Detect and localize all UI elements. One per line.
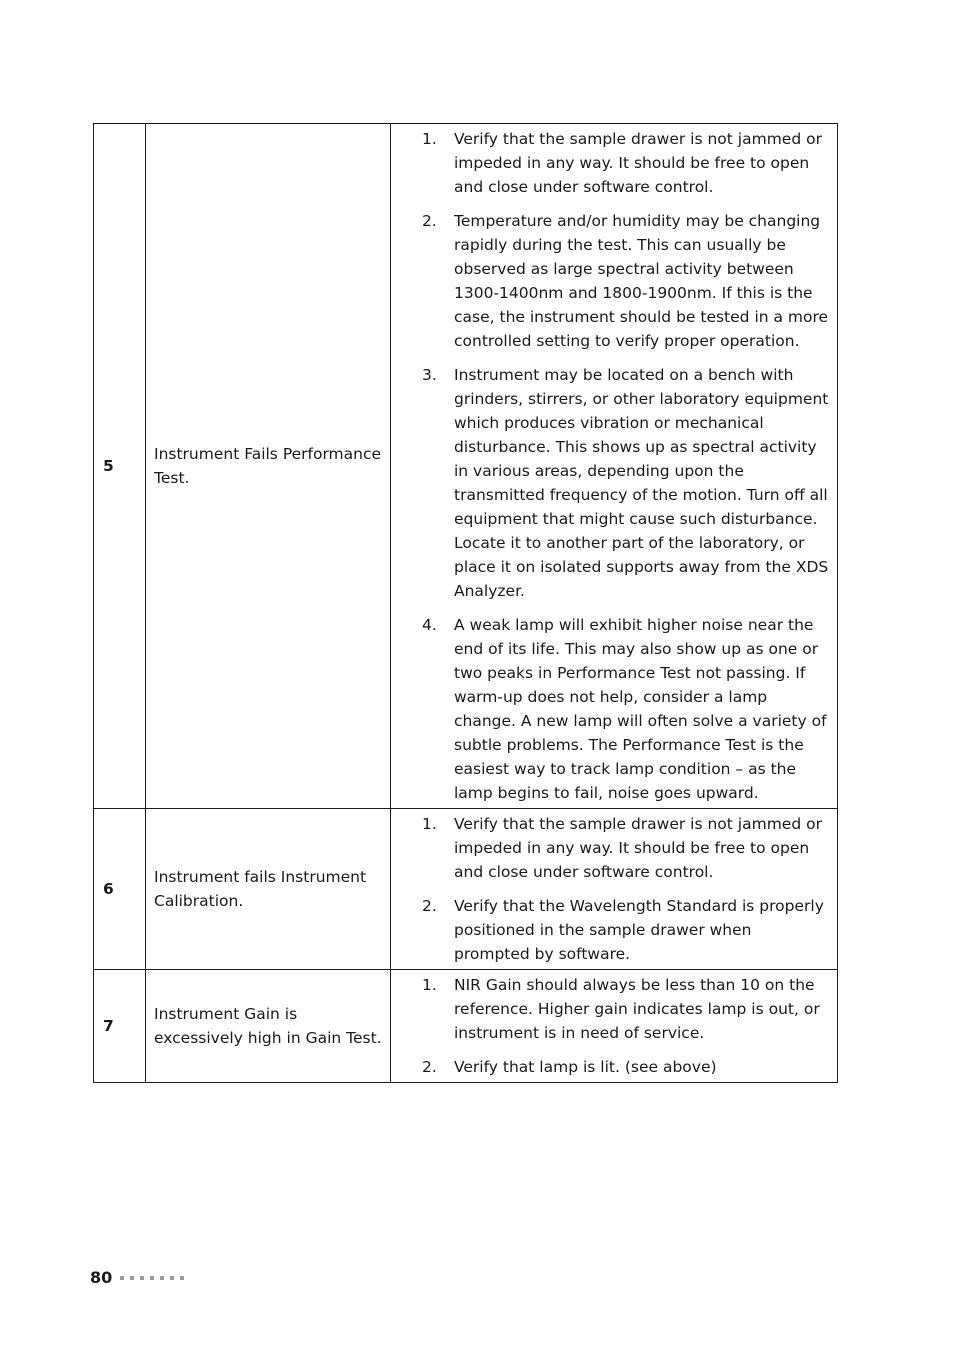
step-text: Verify that the Wavelength Standard is properly positioned in the sample drawer when prompted by software. bbox=[454, 897, 824, 963]
table-row bbox=[94, 809, 838, 970]
troubleshooting-table bbox=[93, 123, 838, 1083]
list-marker: 4. bbox=[422, 616, 437, 634]
solution-list bbox=[391, 127, 829, 805]
list-item bbox=[391, 209, 829, 353]
list-item bbox=[391, 973, 829, 1045]
list-item bbox=[391, 363, 829, 603]
step-text: Instrument may be located on a bench with grinders, stirrers, or other laboratory equipment which produces vibration or mechanical disturbance. This shows up as spectral activity in various areas, depending upon the transmitted frequency of the motion. Turn off all equipment that might cause such disturbance. Locate it to another part of the laboratory, or place it on isolated supports away from the XDS Analyzer. bbox=[454, 366, 829, 600]
row-number: 7 bbox=[94, 970, 146, 1083]
list-item bbox=[391, 1055, 829, 1079]
list-marker: 2. bbox=[422, 212, 437, 230]
row-number: 5 bbox=[94, 124, 146, 809]
list-marker: 1. bbox=[422, 815, 437, 833]
list-marker: 2. bbox=[422, 1058, 437, 1076]
list-item bbox=[391, 894, 829, 966]
solution-list bbox=[391, 973, 829, 1079]
solution-cell bbox=[391, 809, 838, 970]
problem-cell: Instrument Fails Performance Test. bbox=[146, 124, 391, 809]
footer-dot bbox=[180, 1276, 184, 1280]
list-marker: 1. bbox=[422, 976, 437, 994]
footer-dot bbox=[150, 1276, 154, 1280]
footer-dot bbox=[160, 1276, 164, 1280]
step-text: Verify that lamp is lit. (see above) bbox=[454, 1058, 717, 1076]
problem-cell: Instrument Gain is excessively high in Gain Test. bbox=[146, 970, 391, 1083]
page-number: 80 bbox=[90, 1268, 113, 1287]
footer-dot bbox=[120, 1276, 124, 1280]
list-marker: 1. bbox=[422, 130, 437, 148]
step-text: A weak lamp will exhibit higher noise near the end of its life. This may also show up as one or two peaks in Performance Test not passing. If warm-up does not help, consider a lamp change. A new lamp will often solve a variety of subtle problems. The Performance Test is the easiest way to track lamp condition – as the lamp begins to fail, noise goes upward. bbox=[454, 616, 827, 802]
list-marker: 2. bbox=[422, 897, 437, 915]
list-item bbox=[391, 812, 829, 884]
solution-cell bbox=[391, 970, 838, 1083]
page-footer bbox=[90, 1268, 190, 1287]
footer-dot bbox=[140, 1276, 144, 1280]
list-item bbox=[391, 127, 829, 199]
list-item bbox=[391, 613, 829, 805]
footer-dot bbox=[170, 1276, 174, 1280]
solution-list bbox=[391, 812, 829, 966]
table-row bbox=[94, 124, 838, 809]
row-number: 6 bbox=[94, 809, 146, 970]
step-text: Verify that the sample drawer is not jammed or impeded in any way. It should be free to open and close under software control. bbox=[454, 130, 822, 196]
step-text: NIR Gain should always be less than 10 on the reference. Higher gain indicates lamp is out, or instrument is in need of service. bbox=[454, 976, 820, 1042]
table-row bbox=[94, 970, 838, 1083]
footer-dots bbox=[120, 1276, 190, 1280]
footer-dot bbox=[130, 1276, 134, 1280]
step-text: Temperature and/or humidity may be changing rapidly during the test. This can usually be observed as large spectral activity between 1300-1400nm and 1800-1900nm. If this is the case, the instrument should be tested in a more controlled setting to verify proper operation. bbox=[454, 212, 829, 350]
list-marker: 3. bbox=[422, 366, 437, 384]
solution-cell bbox=[391, 124, 838, 809]
step-text: Verify that the sample drawer is not jammed or impeded in any way. It should be free to open and close under software control. bbox=[454, 815, 822, 881]
problem-cell: Instrument fails Instrument Calibration. bbox=[146, 809, 391, 970]
